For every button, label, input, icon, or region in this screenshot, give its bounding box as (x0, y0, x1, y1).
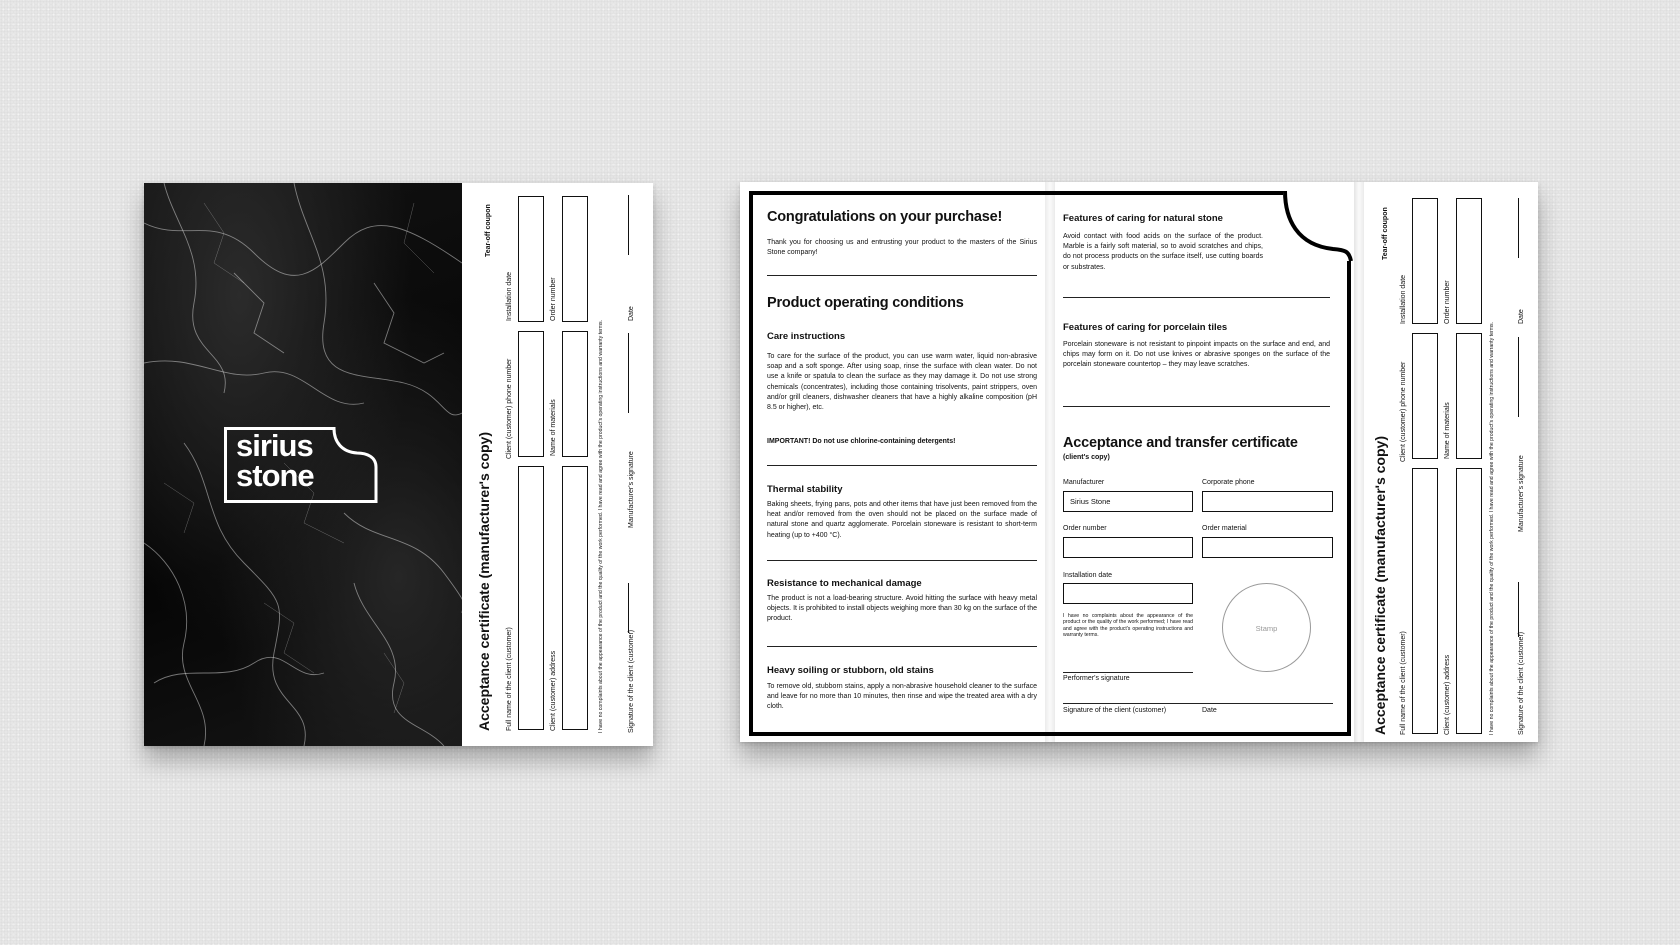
coupon-statement: I have no complaints about the appearance of the product and the quality of the work performed. I have read and agree with the product's operating instructions and warranty terms. (1489, 321, 1495, 735)
coupon-manufacturer-signature-line (1518, 337, 1519, 417)
certificate-subtitle: (client's copy) (1063, 454, 1110, 461)
certificate-title: Acceptance and transfer certificate (1063, 435, 1298, 451)
coupon-address-box[interactable] (1456, 468, 1482, 734)
coupon-phone-label: Client (customer) phone number (1400, 361, 1407, 462)
coupon-address-label: Client (customer) address (550, 650, 557, 731)
corporate-phone-field[interactable] (1202, 491, 1333, 512)
logo-line-2: stone (236, 458, 314, 493)
divider (767, 275, 1037, 276)
coupon-tear-off-label: Tear-off coupon (1382, 207, 1389, 260)
coupon-title: Acceptance certificate (manufacturer's copy) (1372, 436, 1388, 735)
date-label: Date (1202, 707, 1217, 714)
coupon-installation-date-label: Installation date (1400, 274, 1407, 324)
soiling-title: Heavy soiling or stubborn, old stains (767, 665, 934, 676)
coupon-address-label: Client (customer) address (1444, 654, 1451, 735)
coupon-tear-off-label: Tear-off coupon (485, 204, 492, 257)
coupon-manufacturer-signature-line (628, 333, 629, 413)
coupon-order-number-label: Order number (550, 277, 557, 321)
coupon-manufacturer-signature-label: Manufacturer's signature (1518, 455, 1525, 532)
client-signature-line (1063, 703, 1333, 704)
divider (1063, 406, 1330, 407)
order-material-label: Order material (1202, 525, 1247, 532)
coupon-date-line (628, 195, 629, 255)
installation-date-field[interactable] (1063, 583, 1193, 604)
coupon-materials-label: Name of materials (1444, 402, 1451, 459)
corporate-phone-label: Corporate phone (1202, 479, 1255, 486)
coupon-phone-label: Client (customer) phone number (506, 358, 513, 459)
frame-corner-curve (1283, 189, 1355, 261)
coupon-client-signature-line (1518, 582, 1519, 637)
coupon-installation-date-box[interactable] (518, 196, 544, 322)
coupon-client-signature-line (628, 583, 629, 633)
logo-wordmark (236, 428, 314, 493)
coupon-full-name-label: Full name of the client (customer) (1400, 631, 1407, 735)
manufacturer-field[interactable]: Sirius Stone (1063, 491, 1193, 512)
coupon-manufacturer-signature-label: Manufacturer's signature (628, 451, 635, 528)
care-title: Care instructions (767, 331, 846, 342)
coupon-client-signature-label: Signature of the client (customer) (628, 629, 635, 733)
coupon-installation-date-label: Installation date (506, 271, 513, 321)
manufacturer-label: Manufacturer (1063, 479, 1105, 486)
coupon-order-number-label: Order number (1444, 280, 1451, 324)
performer-signature-label: Performer's signature (1063, 675, 1130, 682)
coupon-date-label: Date (1518, 309, 1525, 324)
center-fold (1045, 182, 1055, 742)
porcelain-text: Porcelain stoneware is not resistant to pinpoint impacts on the surface and end, and chips may form on it. Do not use knives or abrasive sponges on the surface of the porcelain stoneware countertop – they may leave scratches. (1063, 341, 1330, 369)
congrats-text: Thank you for choosing us and entrusting your product to the masters of the Sirius Stone company! (767, 239, 1037, 257)
mechanical-text: The product is not a load-bearing structure. Avoid hitting the surface with heavy metal objects. It is prohibited to install objects weighing more than 30 kg on the surface of the product. (767, 595, 1037, 623)
coupon-phone-box[interactable] (518, 331, 544, 457)
operating-title: Product operating conditions (767, 295, 964, 311)
mechanical-title: Resistance to mechanical damage (767, 578, 922, 589)
coupon-materials-label: Name of materials (550, 399, 557, 456)
coupon-full-name-box[interactable] (1412, 468, 1438, 734)
natural-stone-text: Avoid contact with food acids on the surface of the product. Marble is a fairly soft material, so to avoid scratches and chips, do not process products on the surface itself, use cutting boards or substrates. (1063, 233, 1263, 271)
client-signature-label: Signature of the client (customer) (1063, 707, 1167, 714)
coupon-order-number-box[interactable] (562, 196, 588, 322)
coupon-full-name-box[interactable] (518, 466, 544, 730)
care-text: To care for the surface of the product, you can use warm water, liquid non-abrasive soap and a soft sponge. After using soap, rinse the surface with clean water. Do not use a knife or spatula to clean the surface as they may damage it. Do not use strong chemicals (concentrates), including those containing trisolvents, paint strippers, oven and/or grill cleaners, dishwasher cleaners that have a highly alkaline composition (pH 8.5 or higher), etc. (767, 353, 1037, 412)
thermal-text: Baking sheets, frying pans, pots and other items that have just been removed from the heat and/or removed from the oven should not be placed on the surface made of natural stone and quartz agglomerate. Porcelain stoneware is resistant to short-term heating (up to +400 °C). (767, 501, 1037, 539)
booklet-cover (144, 183, 653, 746)
thermal-title: Thermal stability (767, 484, 843, 495)
divider (767, 560, 1037, 561)
divider (767, 646, 1037, 647)
performer-signature-line (1063, 672, 1193, 673)
coupon-title: Acceptance certificate (manufacturer's copy) (476, 432, 492, 731)
coupon-order-number-box[interactable] (1456, 198, 1482, 324)
soiling-text: To remove old, stubborn stains, apply a non-abrasive household cleaner to the surface and leave for no more than 10 minutes, then rinse and wipe the treated area with a dry cloth. (767, 683, 1037, 711)
coupon-address-box[interactable] (562, 466, 588, 730)
care-important: IMPORTANT! Do not use chlorine-containing detergents! (767, 438, 956, 445)
booklet-inner-spread (740, 182, 1538, 742)
coupon-client-signature-label: Signature of the client (customer) (1518, 631, 1525, 735)
order-number-field[interactable] (1063, 537, 1193, 558)
order-number-label: Order number (1063, 525, 1107, 532)
certificate-statement: I have no complaints about the appearance of the product or the quality of the work performed; I have read and agree with the product's operating instructions and warranty terms. (1063, 613, 1193, 639)
coupon-installation-date-box[interactable] (1412, 198, 1438, 324)
coupon-materials-box[interactable] (1456, 333, 1482, 459)
installation-date-label: Installation date (1063, 572, 1113, 579)
natural-stone-title: Features of caring for natural stone (1063, 213, 1223, 224)
coupon-phone-box[interactable] (1412, 333, 1438, 459)
tear-off-coupon (462, 183, 653, 746)
sirius-stone-logo (224, 427, 378, 503)
coupon-statement: I have no complaints about the appearance of the product and the quality of the work performed. I have read and agree with the product's operating instructions and warranty terms. (598, 319, 604, 733)
coupon-date-line (1518, 198, 1519, 258)
stamp-circle: Stamp (1222, 583, 1311, 672)
tear-off-coupon-duplicate (1362, 182, 1538, 742)
coupon-date-label: Date (628, 306, 635, 321)
logo-line-1: sirius (236, 428, 313, 463)
order-material-field[interactable] (1202, 537, 1333, 558)
marble-background (144, 183, 462, 746)
coupon-materials-box[interactable] (562, 331, 588, 457)
porcelain-title: Features of caring for porcelain tiles (1063, 322, 1228, 333)
divider (767, 465, 1037, 466)
congrats-title: Congratulations on your purchase! (767, 209, 1003, 225)
coupon-full-name-label: Full name of the client (customer) (506, 627, 513, 731)
divider (1063, 297, 1330, 298)
